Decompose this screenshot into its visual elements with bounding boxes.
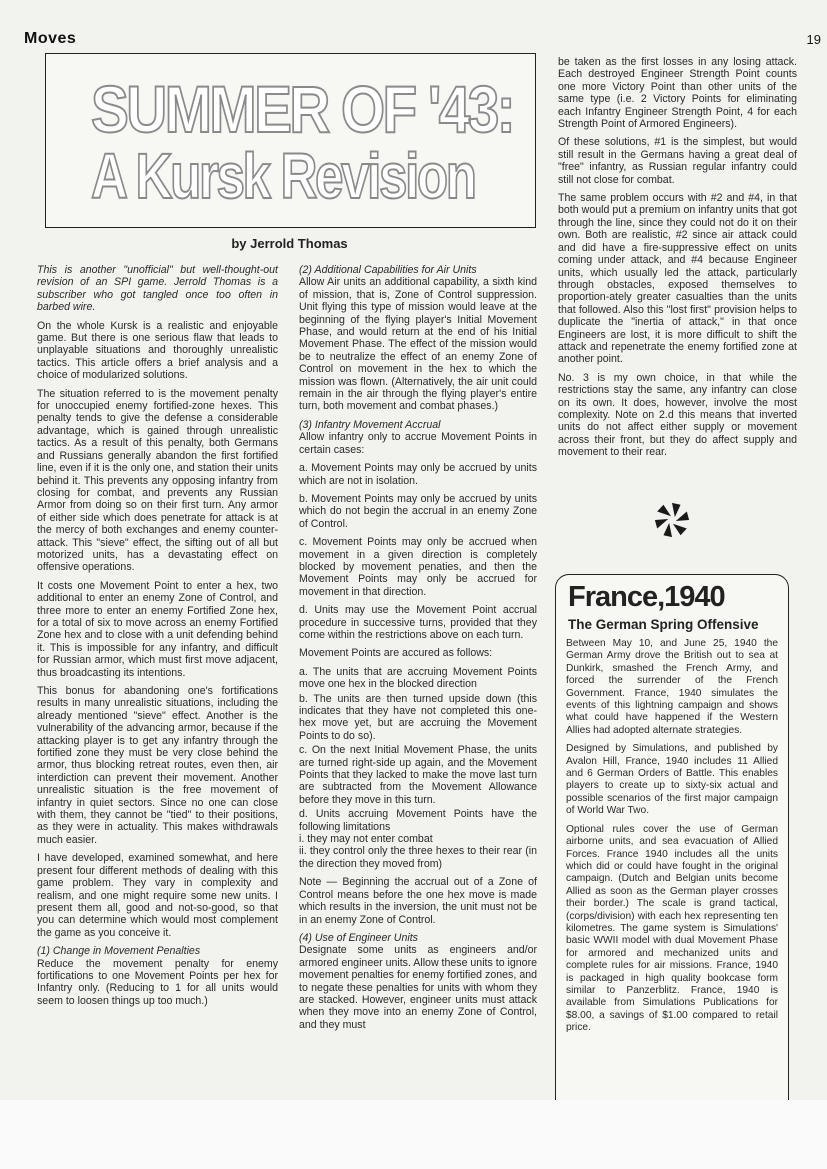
spi-logo-icon — [653, 501, 691, 539]
ad-subtitle: The German Spring Offensive — [568, 617, 759, 632]
magazine-name: Moves — [24, 30, 77, 47]
ad-title: France,1940 — [568, 581, 725, 613]
column-2 — [299, 264, 537, 1037]
section-heading: (4) Use of Engineer Units — [299, 931, 418, 944]
section-heading: (2) Additional Capabilities for Air Units — [299, 264, 477, 276]
column-3 — [558, 56, 797, 465]
section-heading: (1) Change in Movement Penalties — [37, 945, 201, 958]
paragraph: I have developed, examined somewhat, and here present four different methods of dealing with this game problem. They vary in complexity and realism, and one might require some new units. I present them all, good and not-so-good, so that you can determine which would most complement the game as you conceive it. — [37, 852, 278, 939]
ad-paragraph: Designed by Simulations, and published by Avalon Hill, France, 1940 includes 11 Allied and 6 German Orders of Battle. This enables players to create up to sixty-six actual and possible scenarios of the first major campaign of World War Two. — [566, 743, 778, 817]
paragraph: Reduce the movement penalty for enemy fortifications to one Movement Points per hex for Infantry only. (Reducing to 1 for all units would seem to loosen things up too much.) — [37, 957, 278, 1007]
section-heading: (3) Infantry Movement Accrual — [299, 418, 441, 431]
paragraph: Movement Points are accured as follows: — [299, 647, 493, 660]
paragraph: c. On the next Initial Movement Phase, the units are turned right-side up again, and the Movement Points that they lacked to make the move last turn are subtracted from the Movement Allowance before they move in this turn. — [299, 744, 537, 806]
paragraph: a. The units that are accruing Movement Points move one hex in the blocked direction — [299, 665, 537, 691]
paragraph: The situation referred to is the movement penalty for unoccupied enemy fortified-zone hexes. This penalty tends to give the defense a considerable advantage, which is gained through unrealistic tactics. As a result of this penalty, both Germans and Russians generally abandon the first fortified line, even if it is the only one, and station their units behind it. This prevents any opposing infantry from closing for combat, and prevents any Russian Armor from doing so on their first turn. Any armor of either side which does penetrate for attack is at the mercy of both exchanges and enemy counter-attack. This "sieve" effect, the sifting out of all but motorized units, has a devastating effect on offensive operations. — [37, 387, 278, 574]
title-line-2: A Kursk Revision — [91, 140, 475, 212]
paragraph: Designate some units as engineers and/or armored engineer units. Allow these units to ignore movement penalties for enemy fortified zones, and to negate these penalties for units with whom they are stacked. However, engineer units must attack when they move into an enemy Zone of Control, and they must — [299, 944, 537, 1031]
title-line-1: SUMMER OF '43: — [91, 72, 514, 146]
page-bottom-margin — [0, 1100, 827, 1169]
byline: by Jerrold Thomas — [231, 236, 348, 251]
paragraph: b. Movement Points may only be accrued by units which do not begin the accrual in an enemy Zone of Control. — [299, 492, 537, 530]
paragraph: b. The units are then turned upside down (this indicates that they have not completed this one-hex move yet, but are accruing the Movement Points to do so). — [299, 692, 537, 742]
column-1 — [37, 264, 278, 1013]
paragraph: The same problem occurs with #2 and #4, in that both would put a premium on infantry units that got through the line, since they could not do it on their own. Both are realistic, #2 since air attack could and did have a fire-suppressive effect on units coming under attack, and #4 because Engineer units, which usually led the attack, particularly through obstacles, exposed themselves to proportion-ately greater casualties than the units that followed. Also this "lost first" provision helps to duplicate the "inertia of attack," in that once Engineers are lost, it is more difficult to shift the attack and repenetrate the enemy fortified zone at another point. — [558, 192, 797, 366]
ad-paragraph: Optional rules cover the use of German airborne units, and sea evacuation of Allied Forces. France 1940 includes all the units which did or could have fought in the original campaign. (Dutch and Belgian units become Allied as soon as the German player crosses their border.) The scale is grand tactical, (corps/division) with each hex representing ten kilometres. The game system is Simulations' basic WWII model with dual Movement Phase for armored and mechanized units and complete rules for air missions. France, 1940 is packaged in high quality bookcase form similar to Panzerblitz. France, 1940 is available from Simulations Publications for $8.00, a savings of $1.00 compared to retail price. — [566, 823, 778, 1034]
paragraph: Note — Beginning the accrual out of a Zone of Control means before the one hex move is made which results in the inversion, the unit must not be in an enemy Zone of Control. — [299, 876, 537, 926]
paragraph: It costs one Movement Point to enter a hex, two additional to enter an enemy Zone of Control, and three more to enter an enemy Fortified Zone hex, for a total of six to move across an enemy Fortified Zone hex and to close with a unit defending behind it. This is impossible for any infantry, and difficult for Russian armor, which must first move adjacent, thus broadcasting its intentions. — [37, 579, 278, 679]
paragraph: d. Units may use the Movement Point accrual procedure in successive turns, provided that they come within the restrictions above on each turn. — [299, 604, 537, 641]
paragraph: c. Movement Points may only be accrued when movement in a given direction is completely blocked by movement penaties, and then the Movement Points may only be accrued for movement in that direction. — [299, 536, 537, 598]
paragraph: Allow infantry only to accrue Movement Points in certain cases: — [299, 431, 537, 456]
paragraph: No. 3 is my own choice, in that while the restrictions stay the same, any infantry can close on its own. It does, however, involve the most complexity. Note on 2.d this means that inverted units do not affect either supply or movement across their front, but they do affect supply and movement to their rear. — [558, 371, 797, 459]
title-box — [45, 53, 536, 228]
paragraph: This bonus for abandoning one's fortifications results in many unrealistic situations, including the already mentioned "sieve" effect. Another is the vulnerability of the advancing armor, because if the attacking player is to get any infantry through the fortified zone they must be very close behind the armor, thus blocking retreat routes, even then, air interdiction can prevent their movement. Another unrealistic situation is the free movement of infantry in quiet sectors. Since no one can close with them, they cannot be "tied" to their positions, as they were in actuality. This makes withdrawals much easier. — [37, 685, 278, 846]
france-1940-ad — [555, 574, 789, 1114]
paragraph: a. Movement Points may only be accrued by units which are not in isolation. — [299, 462, 537, 487]
intro-paragraph: This is another "unofficial" but well-thought-out revision of an SPI game. Jerrold Thomas is a subscriber who got tangled once too often in barbed wire. — [37, 264, 278, 314]
paragraph: i. they may not enter combat — [299, 833, 433, 846]
paragraph: Of these solutions, #1 is the simplest, but would still result in the Germans having a great deal of "free" infantry, as Russian regular infantry could still not close for combat. — [558, 136, 797, 186]
page-number: 19 — [806, 32, 821, 47]
paragraph: On the whole Kursk is a realistic and enjoyable game. But there is one serious flaw that leads to unplayable situations and thoroughly unrealistic tactics. This article offers a brief analysis and a choice of modularized solutions. — [37, 319, 278, 382]
paragraph: be taken as the first losses in any losing attack. Each destroyed Engineer Strength Point counts one more Victory Point than other units of the same type (i.e. 2 Victory Points for eliminating each Infantry Engineer Strength Point, 4 for each Strength Point of Armored Engineers). — [558, 56, 797, 131]
paragraph: Allow Air units an additional capability, a sixth kind of mission, that is, Zone of Control suppression. Unit flying this type of mission would leave at the beginning of the flying player's Initial Movement Phase, and would return at the end of his Initial Movement Phase. The effect of the mission would be to neutralize the effect of an enemy Zone of Control on movement in the hex to which the mission was flown. (Alternatively, the air unit could remain in the air through the flying player's entire turn, both movement and combat phases.) — [299, 276, 537, 413]
ad-paragraph: Between May 10, and June 25, 1940 the German Army drove the British out to sea at Dunkirk, smashed the French Army, and forced the surrender of the French Government. France, 1940 simulates the events of this lightning campaign and shows what could have happened if the Western Allies had adopted alternate strategies. — [566, 638, 778, 736]
paragraph: d. Units accruing Movement Points have the following limitations — [299, 808, 537, 833]
paragraph: ii. they control only the three hexes to their rear (in the direction they moved from) — [299, 845, 537, 870]
